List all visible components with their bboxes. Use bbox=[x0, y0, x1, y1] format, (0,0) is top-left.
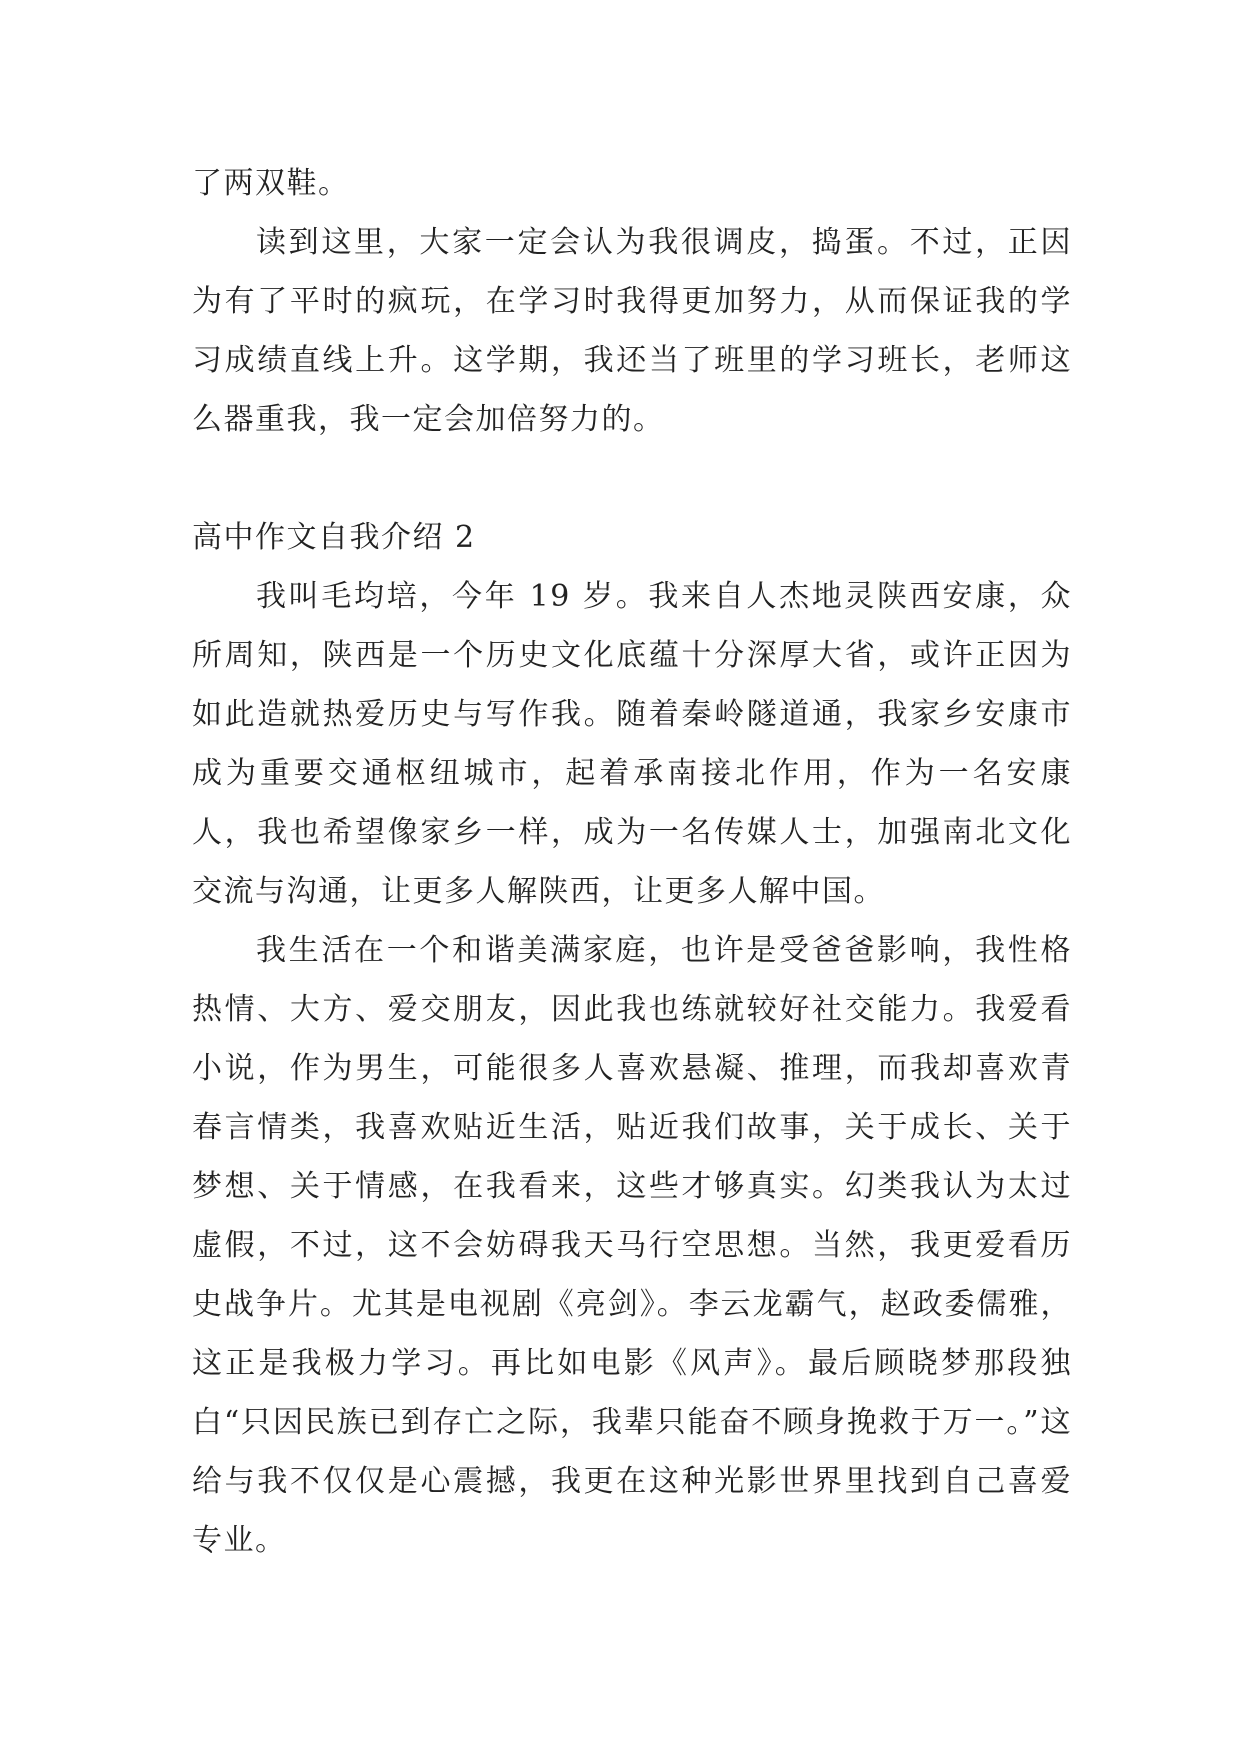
section-heading: 高中作文自我介绍 2 bbox=[192, 520, 476, 555]
paragraph-2: 我叫毛均培，今年 19 岁。我来自人杰地灵陕西安康，众所周知，陕西是一个历史文化底蕴十分深厚大省，或许正因为如此造就热爱历史与写作我。随着秦岭隧道通，我家乡安康市成为重要交通枢纽城市，起着承南接北作用，作为一名安康人，我也希望像家乡一样，成为一名传媒人士，加强南北文化交流与沟通，让更多人解陕西，让更多人解中国。 bbox=[192, 579, 1072, 909]
paragraph-3: 我生活在一个和谐美满家庭，也许是受爸爸影响，我性格热情、大方、爱交朋友，因此我也练就较好社交能力。我爱看小说，作为男生，可能很多人喜欢悬凝、推理，而我却喜欢青春言情类，我喜欢贴近生活，贴近我们故事，关于成长、关于梦想、关于情感，在我看来，这些才够真实。幻类我认为太过虚假，不过，这不会妨碍我天马行空思想。当然，我更爱看历史战争片。尤其是电视剧《亮剑》。李云龙霸气，赵政委儒雅，这正是我极力学习。再比如电影《风声》。最后顾晓梦那段独白“只因民族已到存亡之际，我辈只能奋不顾身挽救于万一。”这给与我不仅仅是心震撼，我更在这种光影世界里找到自己喜爱专业。 bbox=[192, 933, 1072, 1558]
document-body bbox=[192, 154, 1072, 1570]
paragraph-continued: 了两双鞋。 bbox=[192, 166, 350, 201]
paragraph-1: 读到这里，大家一定会认为我很调皮，捣蛋。不过，正因为有了平时的疯玩，在学习时我得更加努力，从而保证我的学习成绩直线上升。这学期，我还当了班里的学习班长，老师这么器重我，我一定会加倍努力的。 bbox=[192, 225, 1072, 437]
paragraph-spacer bbox=[192, 449, 1072, 508]
